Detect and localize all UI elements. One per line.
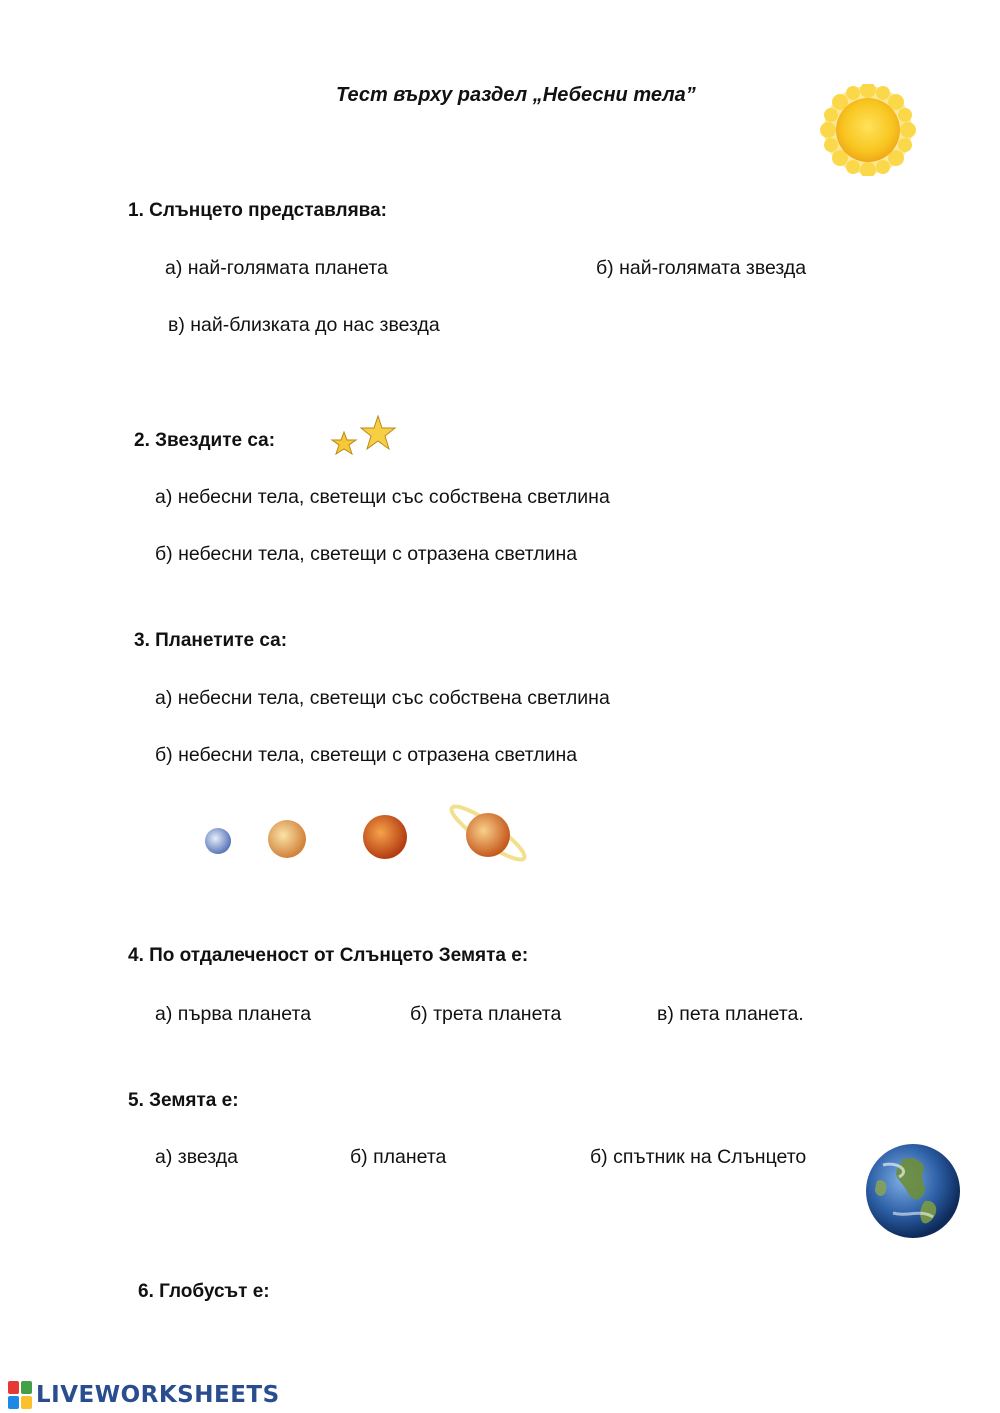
question-5-option-a[interactable]: а) звезда: [155, 1146, 238, 1168]
question-5-title: 5. Земята е:: [128, 1090, 239, 1111]
question-3-title: 3. Планетите са:: [134, 630, 288, 651]
question-5-option-b[interactable]: б) планета: [350, 1146, 447, 1168]
sun-icon: [818, 84, 918, 176]
question-1-title: 1. Слънцето представлява:: [128, 200, 387, 221]
page-title: Тест върху раздел „Небесни тела”: [336, 84, 696, 106]
question-5-option-c[interactable]: б) спътник на Слънцето: [590, 1146, 807, 1168]
question-4-option-c[interactable]: в) пета планета.: [657, 1003, 804, 1025]
question-1-option-b[interactable]: б) най-голямата звезда: [596, 257, 807, 279]
liveworksheets-logo[interactable]: [8, 1381, 280, 1409]
question-4-title: 4. По отдалеченост от Слънцето Земята е:: [128, 945, 529, 966]
liveworksheets-logo-icon: [8, 1381, 32, 1409]
question-2-option-a[interactable]: а) небесни тела, светещи със собствена светлина: [155, 486, 610, 508]
question-3-option-b[interactable]: б) небесни тела, светещи с отразена светлина: [155, 744, 578, 766]
stars-icon: [328, 414, 402, 462]
question-6-title: 6. Глобусът е:: [138, 1281, 270, 1302]
question-2-title: 2. Звездите са:: [134, 430, 276, 451]
liveworksheets-logo-text: LIVEWORKSHEETS: [36, 1382, 280, 1408]
question-2-option-b[interactable]: б) небесни тела, светещи с отразена светлина: [155, 543, 578, 565]
question-4-option-b[interactable]: б) трета планета: [410, 1003, 562, 1025]
question-4-option-a[interactable]: а) първа планета: [155, 1003, 312, 1025]
earth-icon: [863, 1143, 963, 1239]
question-1-option-a[interactable]: а) най-голямата планета: [165, 257, 388, 279]
planets-icon: [195, 800, 540, 870]
question-1-option-c[interactable]: в) най-близката до нас звезда: [168, 314, 440, 336]
question-3-option-a[interactable]: а) небесни тела, светещи със собствена светлина: [155, 687, 610, 709]
